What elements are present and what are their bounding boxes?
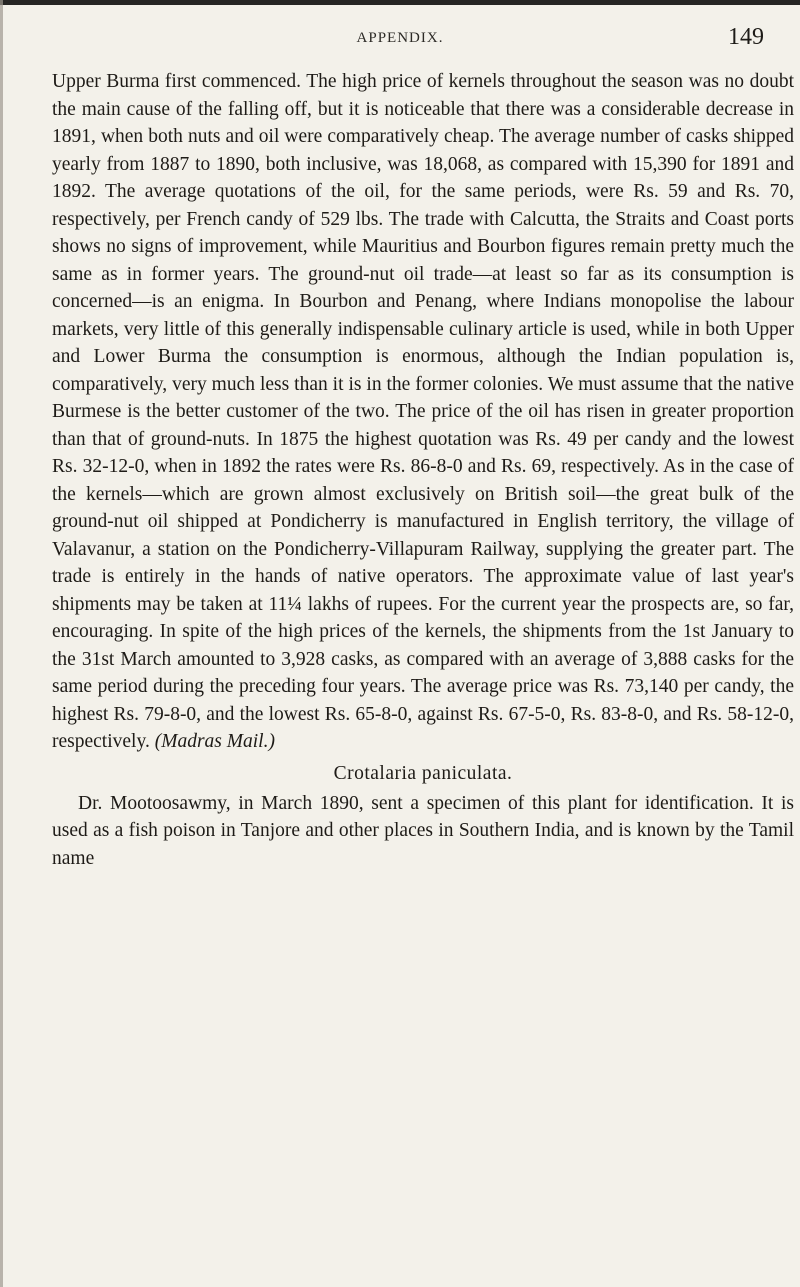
running-head: APPENDIX. [356, 30, 444, 46]
section-paragraph: Dr. Mootoosawmy, in March 1890, sent a specimen of this plant for identification. It is used as a fish poison in Tanjore and other places in Southern India, and is known by the Tamil name [52, 792, 794, 869]
source-citation: (Madras Mail.) [154, 731, 275, 752]
section-title: Crotalaria paniculata. [333, 762, 513, 784]
page-header [40, 24, 790, 56]
body-text [52, 68, 794, 872]
paragraph [52, 68, 794, 756]
paragraph-text: Upper Burma first commenced. The high price of kernels throughout the season was no doubt the main cause of the falling off, but it is noticeable that there was a considerable decrease in 1891, when both nuts and oil were comparatively cheap. The average number of casks shipped yearly from 1887 to 1890, both inclusive, was 18,068, as compared with 15,390 for 1891 and 1892. The average quotations of the oil, for the same periods, were Rs. 59 and Rs. 70, respectively, per French candy of 529 lbs. The trade with Calcutta, the Straits and Coast ports shows no signs of improvement, while Mauritius and Bourbon figures remain pretty much the same as in former years. The ground-nut oil trade—at least so far as its consumption is concerned—is an enigma. In Bourbon and Penang, where Indians monopolise the labour markets, very little of this generally indispensable culinary article is used, while in both Upper and Lower Burma the consumption is enormous, although the Indian population is, comparatively, very much less than it is in the former colonies. We must assume that the native Burmese is the better customer of the two. The price of the oil has risen in greater proportion than that of ground-nuts. In 1875 the highest quotation was Rs. 49 per candy and the lowest Rs. 32-12-0, when in 1892 the rates were Rs. 86-8-0 and Rs. 69, respectively. As in the case of the kernels—which are grown almost exclusively on British soil—the great bulk of the ground-nut oil shipped at Pondicherry is manufactured in English territory, the village of Valavanur, a station on the Pondicherry-Villapuram Railway, supplying the greater part. The trade is entirely in the hands of native operators. The approximate value of last year's shipments may be taken at 11¼ lakhs of rupees. For the current year the prospects are, so far, encouraging. In spite of the high prices of the kernels, the shipments from the 1st January to the 31st March amounted to 3,928 casks, as compared with an average of 3,888 casks for the same period during the preceding four years. The average price was Rs. 73,140 per candy, the highest Rs. 79-8-0, and the lowest Rs. 65-8-0, against Rs. 67-5-0, Rs. 83-8-0, and Rs. 58-12-0, respectively. [52, 71, 794, 752]
page-number: 149 [728, 24, 764, 50]
top-rule [0, 0, 800, 5]
page-edge [0, 0, 3, 1287]
